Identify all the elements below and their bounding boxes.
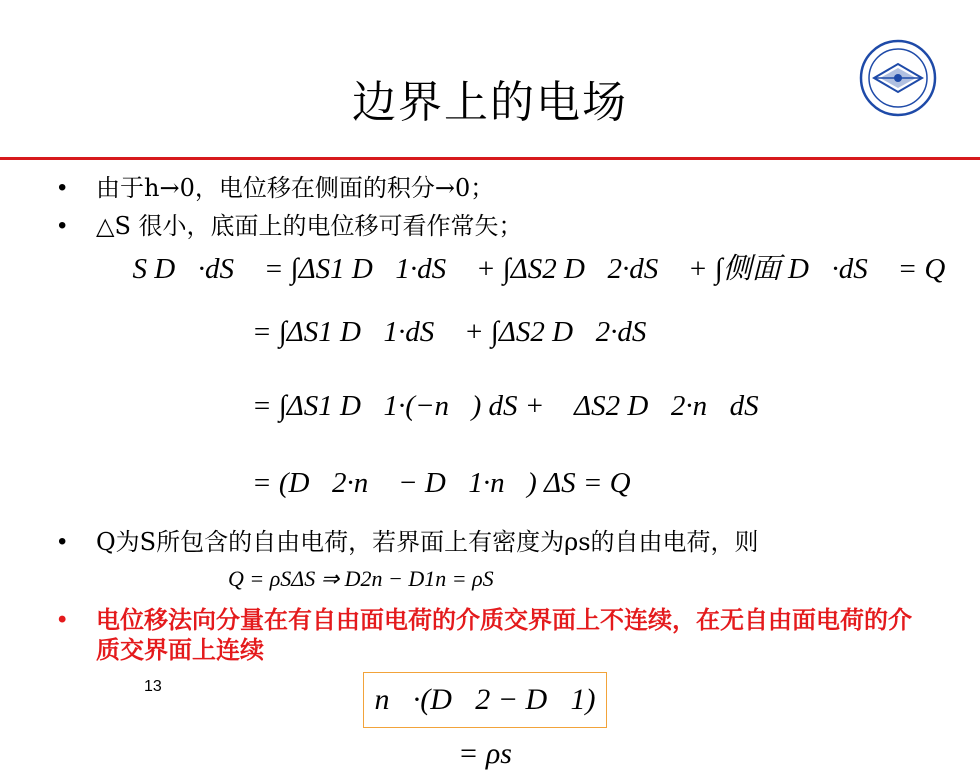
equation-line-3: = ∫ΔS1 D⃗1·(−n⃗) dS + ∯ΔS2 D⃗2·n⃗dS <box>252 390 759 422</box>
equation-line-1: ∯S D⃗·dS⃗ = ∫ΔS1 D⃗1·dS⃗ + ∫ΔS2 D⃗2·dS⃗ + ∫侧面 D⃗·dS⃗ = Q <box>110 253 946 285</box>
equation-line-5: Q = ρSΔS ⇒ D2n − D1n = ρS <box>228 566 494 591</box>
bullet-marker: • <box>58 174 67 201</box>
slide-title: 边界上的电场 <box>352 77 628 128</box>
bullet-marker: • <box>58 606 67 633</box>
boxed-boundary-condition: n⃗·(D⃗2 − D⃗1) = ρs <box>363 672 607 728</box>
bullet-marker: • <box>58 528 67 555</box>
bullet-text: △S 很小，底面上的电位移可看作常矢； <box>96 212 523 240</box>
bullet-marker: • <box>58 212 67 239</box>
bullet-text: 由于h→0，电位移在侧面的积分→0； <box>96 174 495 202</box>
bullet-text: Q为S所包含的自由电荷，若界面上有密度为ρs的自由电荷，则 <box>96 528 759 556</box>
equation-line-4: = (D⃗2·n⃗ − D⃗1·n⃗) ΔS = Q <box>252 467 631 499</box>
university-seal-icon <box>858 38 938 118</box>
equation-line-2: = ∫ΔS1 D⃗1·dS⃗ + ∫ΔS2 D⃗2·dS⃗ <box>252 316 669 348</box>
page-number: 13 <box>144 678 162 695</box>
bullet-text: 电位移法向分量在有自由面电荷的介质交界面上不连续，在无自由面电荷的介质交界面上连续 <box>96 605 912 664</box>
title-divider <box>0 157 980 160</box>
